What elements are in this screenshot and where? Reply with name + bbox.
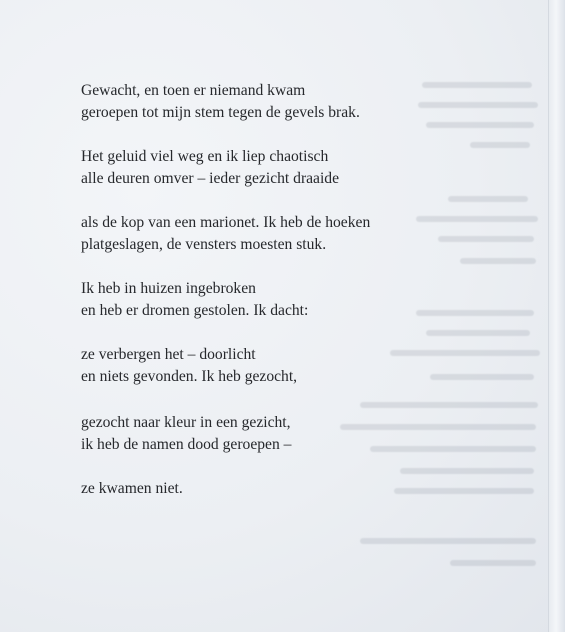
poem-line: en niets gevonden. Ik heb gezocht, bbox=[81, 368, 298, 385]
poem-line: alle deuren omver – ieder gezicht draaide bbox=[81, 170, 340, 187]
poem-line: ze verbergen het – doorlicht bbox=[81, 346, 256, 363]
stanza-6 bbox=[81, 412, 481, 456]
stanza-7 bbox=[81, 478, 481, 500]
page-edge bbox=[548, 0, 565, 632]
poem-line: Het geluid viel weg en ik liep chaotisch bbox=[81, 148, 329, 165]
poem-line: gezocht naar kleur in een gezicht, bbox=[81, 414, 291, 431]
poem bbox=[81, 80, 481, 500]
stanza-2 bbox=[81, 146, 481, 190]
poem-line: Gewacht, en toen er niemand kwam bbox=[81, 82, 306, 99]
poem-line: Ik heb in huizen ingebroken bbox=[81, 280, 256, 297]
stanza-5 bbox=[81, 344, 481, 388]
poem-line: als de kop van een marionet. Ik heb de hoeken bbox=[81, 214, 371, 231]
stanza-3 bbox=[81, 212, 481, 256]
poem-line: platgeslagen, de vensters moesten stuk. bbox=[81, 236, 327, 253]
stanza-4 bbox=[81, 278, 481, 322]
poem-line: ik heb de namen dood geroepen – bbox=[81, 436, 292, 453]
poem-line: en heb er dromen gestolen. Ik dacht: bbox=[81, 302, 309, 319]
poem-line: ze kwamen niet. bbox=[81, 480, 183, 497]
stanza-1 bbox=[81, 80, 481, 124]
poem-line: geroepen tot mijn stem tegen de gevels brak. bbox=[81, 104, 360, 121]
